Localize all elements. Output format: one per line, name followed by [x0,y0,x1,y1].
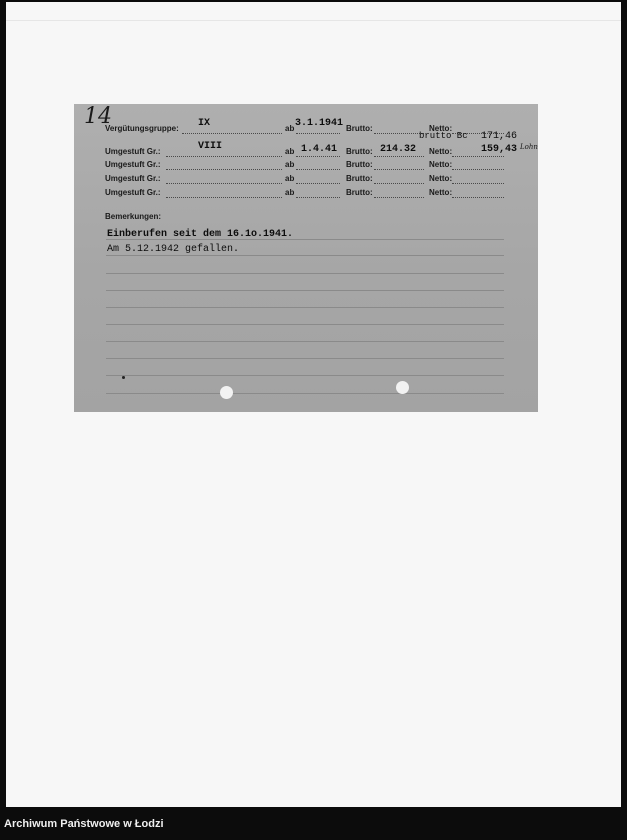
remarks-label: Bemerkungen: [105,212,162,221]
row-label-umgestuft: Umgestuft Gr.: [105,174,161,183]
brutto-label: Brutto: [346,147,373,156]
ruled-line [106,341,504,342]
row-label-umgestuft: Umgestuft Gr.: [105,160,161,169]
ruled-line [106,358,504,359]
row-label-umgestuft: Umgestuft Gr.: [105,188,161,197]
punch-hole [396,381,409,394]
row-dots [452,197,504,198]
sheet-edge-line [6,20,621,21]
brutto-label: Brutto: [346,188,373,197]
brutto-value: 214.32 [380,144,417,155]
netto-value: 159,43 [481,144,518,155]
row-dots [166,197,282,198]
grade-value: VIII [198,141,223,152]
row-dots [296,156,340,157]
row-dots [296,133,340,134]
handwritten-number: 14 [84,104,112,129]
row-label-umgestuft: Umgestuft Gr.: [105,147,161,156]
netto-label: Netto: [429,147,453,156]
grade-value: IX [198,118,211,129]
ruled-line [106,273,504,274]
brutto-extra-value: 171,46 [481,131,518,142]
brutto-note: brutto Bc [419,131,468,141]
row-dots [452,156,504,157]
row-dots [374,133,424,134]
ab-date-value: 1.4.41 [301,144,338,155]
brutto-label: Brutto: [346,124,373,133]
row-dots [296,183,340,184]
ruled-line [106,375,504,376]
ruled-line [106,307,504,308]
row-dots [166,169,282,170]
row-dots [166,183,282,184]
remark-line-1: Einberufen seit dem 16.1o.1941. [107,229,294,240]
row-dots [452,169,504,170]
brutto-label: Brutto: [346,174,373,183]
netto-label: Netto: [429,160,453,169]
ruled-line [106,393,504,394]
row-dots [374,169,424,170]
ink-speck [122,376,125,379]
ab-label: ab [285,174,295,183]
netto-label: Netto: [429,188,453,197]
ruled-line [106,290,504,291]
ruled-line [106,255,504,256]
archive-footer [0,812,627,840]
row-label-verguetungsgruppe: Vergütungsgruppe: [105,124,179,133]
netto-hand-note: Lohn [520,143,538,151]
archive-name: Archiwum Państwowe w Łodzi [4,818,164,830]
row-dots [374,197,424,198]
ruled-line [106,239,504,240]
row-dots [166,156,282,157]
row-dots [296,197,340,198]
row-dots [374,156,424,157]
remark-line-2: Am 5.12.1942 gefallen. [107,244,240,255]
row-dots [374,183,424,184]
netto-label: Netto: [429,124,453,133]
ruled-line [106,324,504,325]
brutto-label: Brutto: [346,160,373,169]
ab-label: ab [285,160,295,169]
row-dots [182,133,282,134]
row-dots [296,169,340,170]
punch-hole [220,386,233,399]
ab-label: ab [285,188,295,197]
row-dots [452,183,504,184]
ab-label: ab [285,124,295,133]
ab-label: ab [285,147,295,156]
index-card [74,104,538,412]
ab-date-value: 3.1.1941 [295,118,344,129]
netto-label: Netto: [429,174,453,183]
